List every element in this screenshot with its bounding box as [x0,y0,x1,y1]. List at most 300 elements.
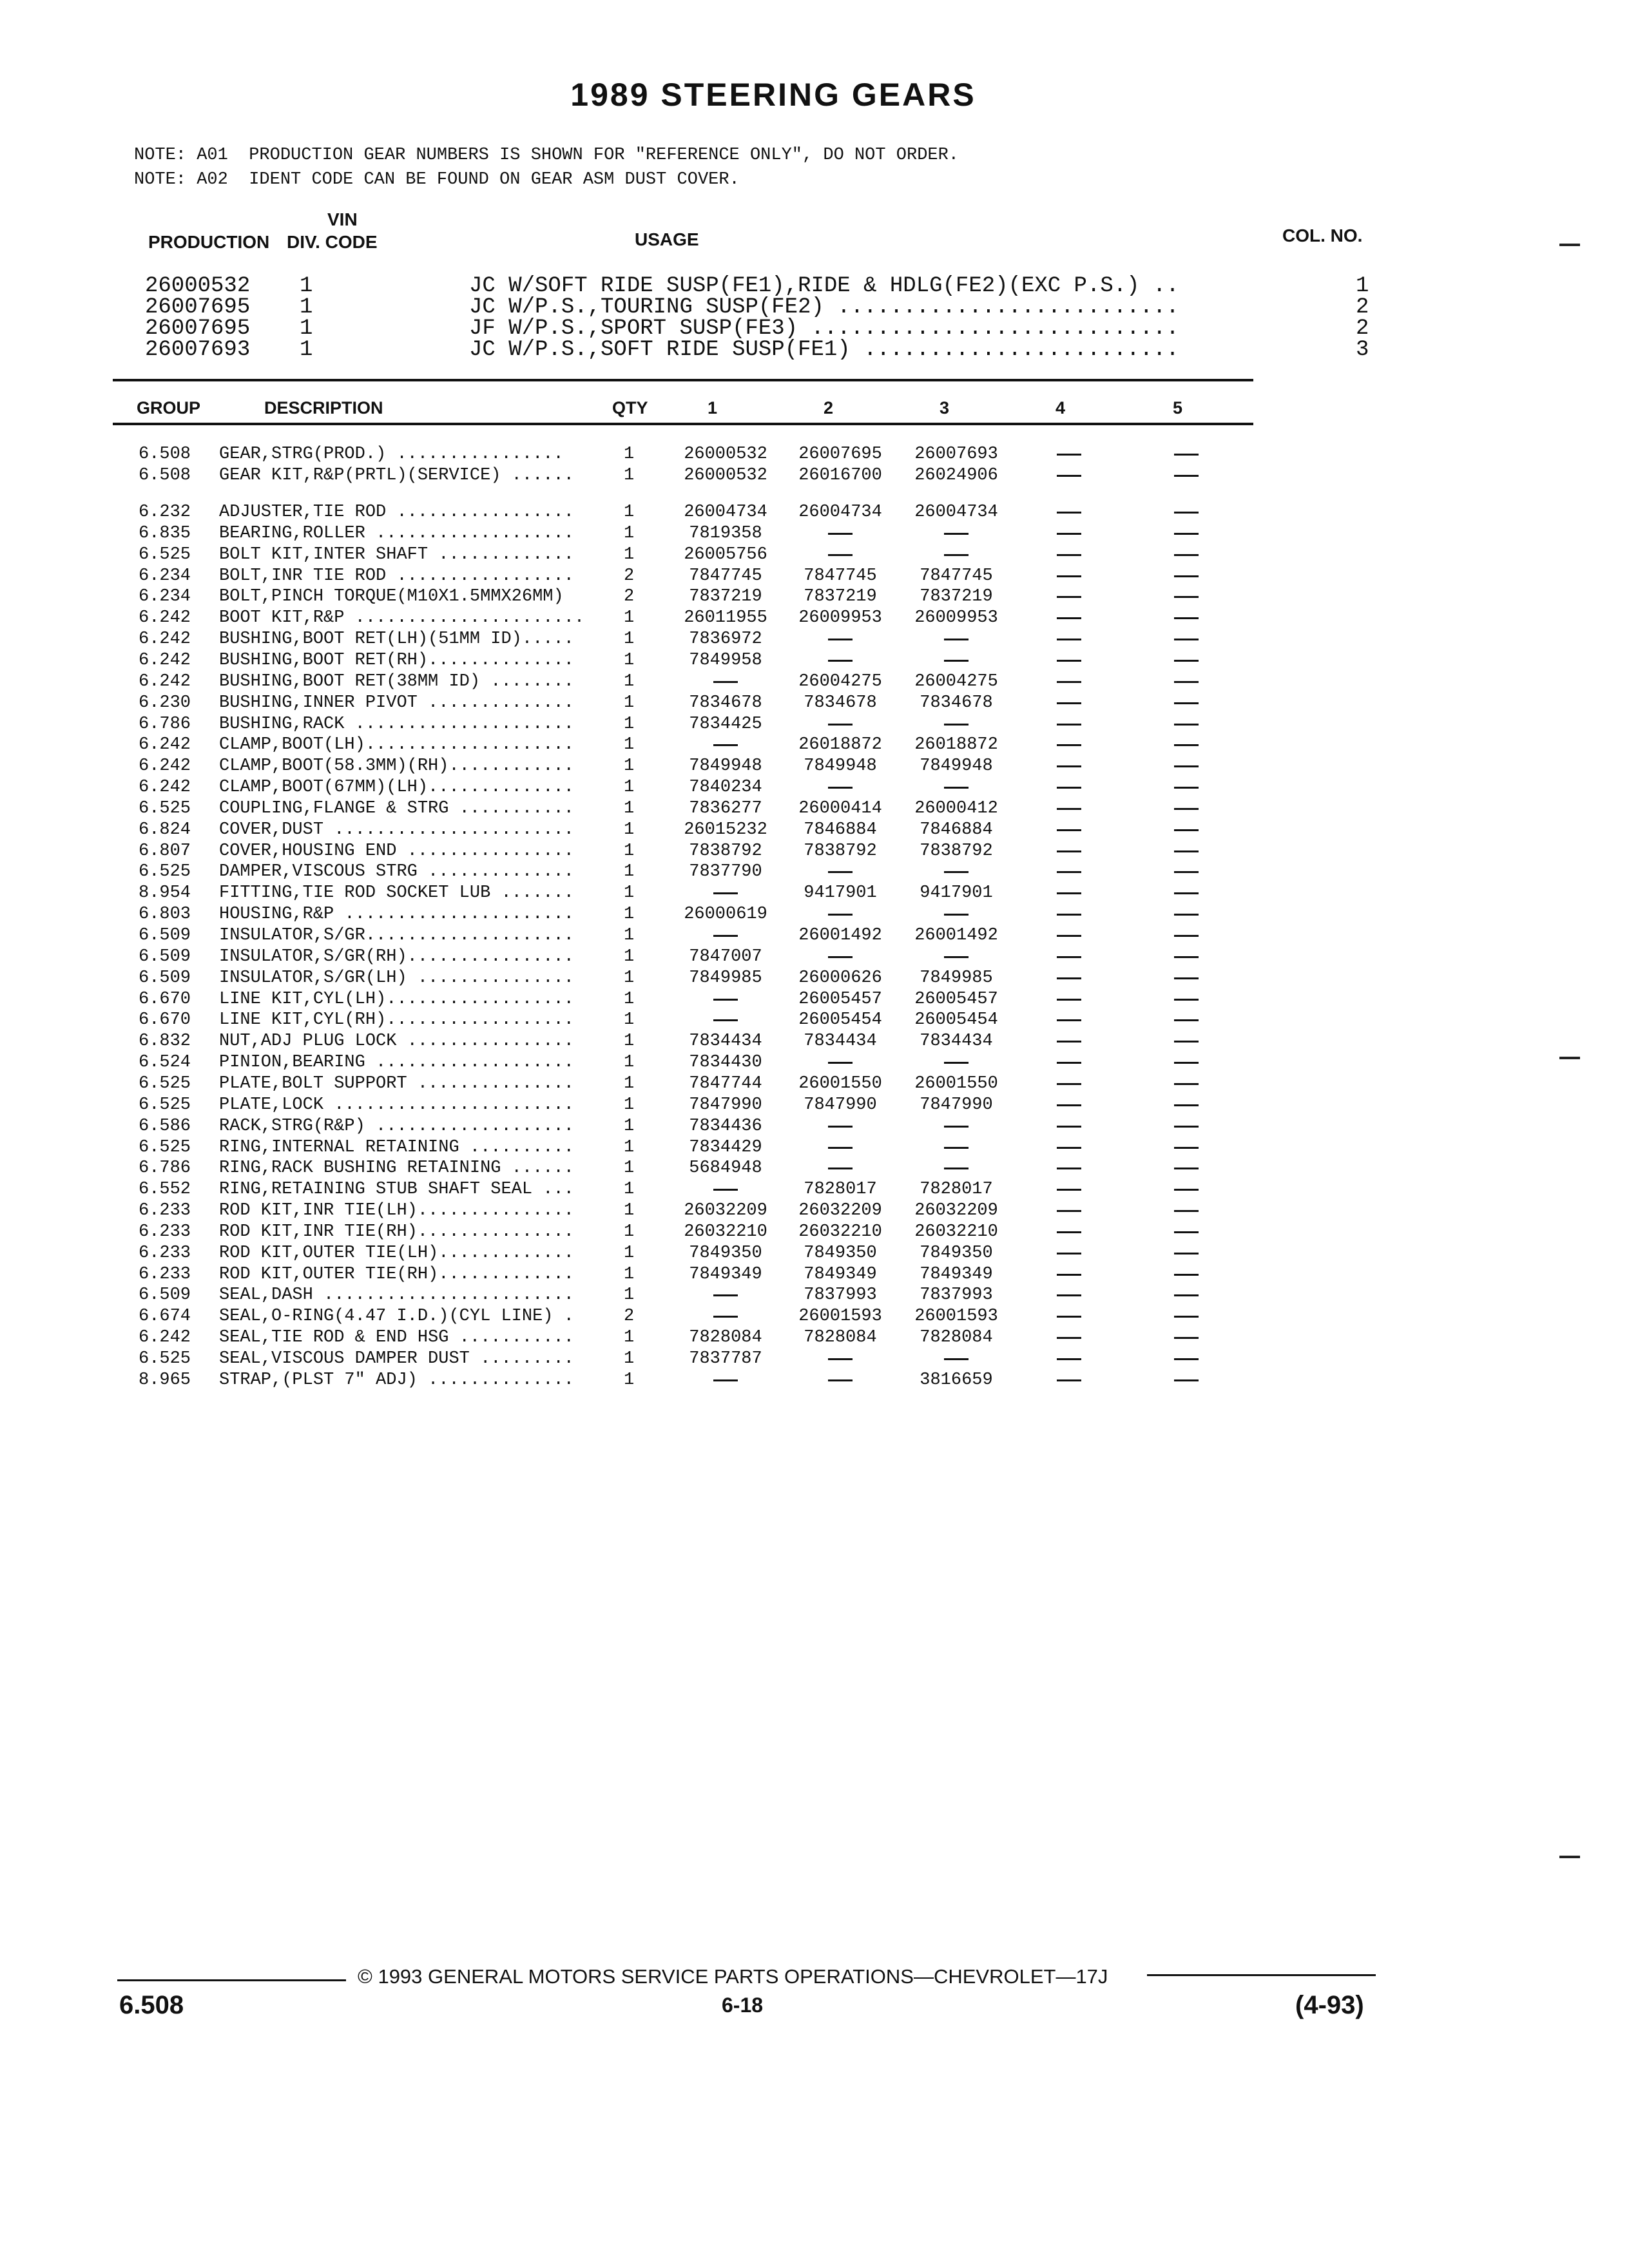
dash-mark [1057,850,1081,852]
table-header-rule [113,423,1253,425]
part-col-1: 7849349 [689,1264,762,1284]
parts-row [0,445,1289,466]
part-col-1 [670,926,781,937]
part-col-3 [901,1053,1012,1064]
part-group: 6.242 [139,756,191,776]
part-col-3: 26007693 [914,445,998,464]
part-col-1: 7828084 [689,1328,762,1348]
part-group: 6.832 [139,1032,191,1052]
parts-row [0,1265,1289,1286]
part-group: 6.807 [139,841,191,861]
dash-mark [713,1189,738,1191]
dash-mark [828,871,853,873]
part-col-2: 26001550 [798,1073,882,1093]
parts-row [0,587,1289,608]
part-description: NUT,ADJ PLUG LOCK ................ [219,1032,574,1052]
parts-row [0,862,1289,883]
part-col-2: 26005457 [798,989,882,1009]
dash-mark [828,1147,853,1149]
part-col-1: 7837790 [689,862,762,882]
dash-mark [828,554,853,556]
part-qty: 1 [624,629,635,649]
part-col-5 [1174,466,1201,477]
part-group: 6.230 [139,693,191,713]
part-col-3: 7849985 [920,968,993,988]
part-col-4 [1057,1180,1084,1191]
dash-mark [1057,1210,1081,1212]
dash-mark [1174,639,1199,640]
part-group: 6.242 [139,608,191,628]
usage-vin: 1 [300,274,313,298]
part-col-3: 7837219 [920,587,993,607]
part-qty: 1 [624,947,635,966]
part-col-2: 26000626 [798,968,882,988]
part-col-3: 7849350 [920,1243,993,1263]
part-col-4 [1057,1138,1084,1149]
dash-mark [1174,808,1199,810]
usage-description: JC W/P.S.,SOFT RIDE SUSP(FE1) ........................ [469,338,1179,362]
parts-row [0,1222,1289,1244]
usage-row [0,338,1418,360]
dash-mark [944,1062,969,1064]
usage-col-no: 1 [1356,274,1369,298]
part-col-2 [785,947,896,958]
parts-row [0,820,1289,841]
part-col-3 [901,947,1012,958]
part-col-1: 7834429 [689,1137,762,1157]
dash-mark [1174,1083,1199,1085]
col-3-header: 3 [940,398,950,418]
part-description: COVER,DUST ....................... [219,820,574,840]
usage-description: JC W/P.S.,TOURING SUSP(FE2) .......................... [469,295,1179,320]
part-col-3: 3816659 [920,1370,993,1390]
part-col-3 [901,629,1012,640]
part-col-3: 26032210 [914,1222,998,1242]
part-col-5 [1174,1138,1201,1149]
part-col-1: 7849985 [689,968,762,988]
part-qty: 1 [624,1053,635,1073]
dash-mark [1174,1337,1199,1339]
parts-row [0,651,1289,672]
dash-mark [1057,1316,1081,1318]
part-col-5 [1174,1180,1201,1191]
dash-mark [1057,956,1081,958]
part-description: BUSHING,BOOT RET(RH).............. [219,650,574,670]
dash-mark [828,956,853,958]
parts-row [0,1328,1289,1349]
part-qty: 1 [624,650,635,670]
part-col-1: 26000619 [684,905,767,925]
dash-mark [1057,724,1081,726]
dash-mark [828,639,853,640]
part-col-2: 26032210 [798,1222,882,1242]
part-group: 6.803 [139,905,191,925]
usage-production: 26000532 [145,274,251,298]
part-description: LINE KIT,CYL(LH).................. [219,989,574,1009]
part-col-2: 7847745 [804,566,877,586]
part-col-2: 26001593 [798,1307,882,1327]
dash-mark [828,1062,853,1064]
part-group: 6.509 [139,1285,191,1305]
part-description: COVER,HOUSING END ................ [219,841,574,861]
dash-mark [1174,596,1199,598]
dash-mark [1174,681,1199,683]
part-col-5 [1174,778,1201,789]
part-col-3: 7837993 [920,1285,993,1305]
dash-mark [1057,1337,1081,1339]
part-description: ROD KIT,INR TIE(RH)............... [219,1222,574,1242]
part-col-2 [785,629,896,640]
part-col-1: 7837787 [689,1349,762,1369]
part-group: 8.954 [139,883,191,903]
dash-mark [1057,999,1081,1001]
part-col-5 [1174,1370,1201,1381]
dash-mark [1174,914,1199,916]
part-col-3: 26009953 [914,608,998,628]
part-group: 6.525 [139,1095,191,1115]
part-description: CLAMP,BOOT(58.3MM)(RH)............ [219,756,574,776]
parts-row [0,926,1289,947]
dash-mark [828,660,853,662]
parts-row [0,1117,1289,1138]
part-col-3 [901,1117,1012,1128]
part-description: BEARING,ROLLER ................... [219,523,574,543]
usage-production: 26007695 [145,316,251,341]
part-group: 6.525 [139,544,191,564]
part-group: 6.233 [139,1201,191,1221]
part-group: 6.670 [139,989,191,1009]
dash-mark [1174,1104,1199,1106]
part-qty: 1 [624,544,635,564]
dash-mark [828,1168,853,1169]
usage-col-no: 2 [1356,316,1369,341]
part-col-3 [901,1158,1012,1169]
part-col-4 [1057,1285,1084,1296]
dash-mark [1057,935,1081,937]
parts-row [0,1307,1289,1328]
part-description: GEAR,STRG(PROD.) ................ [219,445,564,464]
usage-col-no: 3 [1356,338,1369,362]
dash-mark [944,724,969,726]
part-col-5 [1174,968,1201,979]
part-col-2: 7849349 [804,1264,877,1284]
part-description: BUSHING,BOOT RET(LH)(51MM ID)..... [219,629,574,649]
part-description: BUSHING,INNER PIVOT .............. [219,693,574,713]
dash-mark [1174,829,1199,831]
dash-mark [1057,1358,1081,1360]
parts-row [0,1349,1289,1370]
parts-row [0,1010,1289,1032]
parts-row [0,629,1289,651]
part-qty: 1 [624,445,635,464]
part-description: ADJUSTER,TIE ROD ................. [219,503,574,522]
parts-row [0,1032,1289,1053]
dash-mark [828,533,853,535]
parts-row [0,841,1289,863]
part-col-1 [670,1285,781,1296]
part-col-4 [1057,799,1084,810]
part-col-1 [670,672,781,683]
dash-mark [1057,1253,1081,1254]
parts-row [0,545,1289,566]
part-col-1: 26005756 [684,544,767,564]
dash-mark [1174,1379,1199,1381]
part-col-1: 26000532 [684,465,767,485]
table-top-rule [113,379,1253,381]
parts-row [0,503,1289,524]
part-group: 6.232 [139,503,191,522]
usage-production: 26007693 [145,338,251,362]
dash-mark [1057,1379,1081,1381]
part-description: BUSHING,BOOT RET(38MM ID) ........ [219,671,574,691]
parts-row [0,1053,1289,1074]
part-col-5 [1174,1053,1201,1064]
dash-mark [1174,1358,1199,1360]
dash-mark [944,1168,969,1169]
parts-row [0,466,1289,487]
part-qty: 2 [624,566,635,586]
dash-mark [1174,1253,1199,1254]
dash-mark [1057,617,1081,619]
part-description: RING,RACK BUSHING RETAINING ...... [219,1158,574,1178]
dash-mark [1057,639,1081,640]
part-col-5 [1174,715,1201,726]
part-col-1: 7849350 [689,1243,762,1263]
part-col-4 [1057,566,1084,577]
part-col-2: 7834678 [804,693,877,713]
part-qty: 1 [624,905,635,925]
part-col-4 [1057,947,1084,958]
part-qty: 2 [624,1307,635,1327]
part-col-5 [1174,862,1201,873]
part-col-5 [1174,1158,1201,1169]
part-col-4 [1057,1265,1084,1276]
dash-mark [713,935,738,937]
usage-production: 26007695 [145,295,251,320]
part-col-5 [1174,1307,1201,1318]
part-col-1: 7840234 [689,778,762,798]
part-qty: 1 [624,714,635,734]
dash-mark [1174,702,1199,704]
part-col-4 [1057,926,1084,937]
part-col-3 [901,715,1012,726]
dash-mark [1174,871,1199,873]
part-description: BUSHING,RACK ..................... [219,714,574,734]
part-description: SEAL,DASH ........................ [219,1285,574,1305]
part-col-3: 26004275 [914,671,998,691]
dash-mark [944,1126,969,1128]
part-col-2 [785,545,896,556]
part-group: 8.965 [139,1370,191,1390]
part-col-5 [1174,1074,1201,1085]
part-description: PLATE,BOLT SUPPORT ............... [219,1073,574,1093]
part-col-3: 7828084 [920,1328,993,1348]
part-col-4 [1057,587,1084,598]
part-col-4 [1057,715,1084,726]
usage-header: USAGE [635,229,699,249]
part-group: 6.242 [139,671,191,691]
part-qty: 1 [624,693,635,713]
part-qty: 1 [624,523,635,543]
part-description: ROD KIT,OUTER TIE(LH)............. [219,1243,574,1263]
parts-row [0,1244,1289,1265]
col-5-header: 5 [1173,398,1183,418]
part-col-5 [1174,1328,1201,1339]
part-group: 6.786 [139,714,191,734]
dash-mark [828,1358,853,1360]
dash-mark [1174,999,1199,1001]
col-1-header: 1 [708,398,718,418]
part-col-3: 26001492 [914,926,998,945]
part-qty: 1 [624,1349,635,1369]
part-col-4 [1057,608,1084,619]
part-col-5 [1174,926,1201,937]
part-col-2 [785,1370,896,1381]
part-col-1: 7847745 [689,566,762,586]
dash-mark [1057,1126,1081,1128]
part-col-4 [1057,968,1084,979]
usage-row [0,274,1418,296]
part-col-4 [1057,883,1084,894]
usage-col-no: 2 [1356,295,1369,320]
part-col-3 [901,778,1012,789]
dash-mark [1174,660,1199,662]
part-col-3 [901,524,1012,535]
usage-vin: 1 [300,338,313,362]
dash-mark [713,1379,738,1381]
part-group: 6.674 [139,1307,191,1327]
part-col-1: 7849948 [689,756,762,776]
part-description: FITTING,TIE ROD SOCKET LUB ....... [219,883,574,903]
part-group: 6.586 [139,1116,191,1136]
part-group: 6.242 [139,1328,191,1348]
part-col-5 [1174,503,1201,514]
dash-mark [713,999,738,1001]
part-col-4 [1057,990,1084,1001]
part-col-3: 7849948 [920,756,993,776]
part-group: 6.525 [139,798,191,818]
part-col-5 [1174,1201,1201,1212]
part-col-3 [901,651,1012,662]
part-col-2 [785,1349,896,1360]
part-col-5 [1174,629,1201,640]
dash-mark [1057,1019,1081,1021]
part-col-1: 7849958 [689,650,762,670]
dash-mark [828,914,853,916]
dash-mark [828,724,853,726]
part-col-2 [785,862,896,873]
dash-mark [1057,829,1081,831]
part-col-5 [1174,1032,1201,1043]
part-col-1: 7838792 [689,841,762,861]
part-col-2: 26018872 [798,735,882,755]
part-description: RING,RETAINING STUB SHAFT SEAL ... [219,1180,574,1200]
part-col-3: 26001593 [914,1307,998,1327]
part-qty: 1 [624,1095,635,1115]
footer-rule-left [117,1979,346,1981]
part-col-5 [1174,587,1201,598]
part-col-2: 7847990 [804,1095,877,1115]
parts-row [0,947,1289,968]
part-col-5 [1174,883,1201,894]
parts-row [0,968,1289,990]
part-col-2: 7828084 [804,1328,877,1348]
part-description: DAMPER,VISCOUS STRG .............. [219,862,574,882]
part-col-5 [1174,566,1201,577]
part-col-4 [1057,1095,1084,1106]
dash-mark [944,914,969,916]
dash-mark [1057,871,1081,873]
dash-mark [944,533,969,535]
part-col-4 [1057,524,1084,535]
dash-mark [1057,914,1081,916]
dash-mark [713,1019,738,1021]
part-col-3: 26000412 [914,798,998,818]
part-col-4 [1057,820,1084,831]
part-col-4 [1057,1117,1084,1128]
part-col-3: 7849349 [920,1264,993,1284]
description-header: DESCRIPTION [264,398,383,418]
dash-mark [1057,681,1081,683]
dash-mark [1174,724,1199,726]
notes [134,143,959,192]
dash-mark [713,892,738,894]
usage-row [0,295,1418,320]
dash-mark [1174,1189,1199,1191]
part-col-4 [1057,841,1084,852]
part-col-5 [1174,693,1201,704]
part-qty: 1 [624,756,635,776]
part-group: 6.524 [139,1053,191,1073]
dash-mark [1057,475,1081,477]
part-qty: 1 [624,841,635,861]
part-group: 6.670 [139,1010,191,1030]
part-description: INSULATOR,S/GR(RH)................ [219,947,574,966]
part-description: LINE KIT,CYL(RH).................. [219,1010,574,1030]
part-col-4 [1057,445,1084,456]
dash-mark [1057,454,1081,456]
dash-mark [1174,787,1199,789]
qty-header: QTY [612,398,648,418]
part-description: CLAMP,BOOT(LH).................... [219,735,574,755]
parts-row [0,1138,1289,1159]
part-group: 6.242 [139,650,191,670]
part-group: 6.509 [139,968,191,988]
part-col-4 [1057,905,1084,916]
part-description: BOLT KIT,INTER SHAFT ............. [219,544,574,564]
part-col-5 [1174,1010,1201,1021]
part-col-4 [1057,1032,1084,1043]
part-col-4 [1057,1053,1084,1064]
part-col-2 [785,1053,896,1064]
part-col-3: 26032209 [914,1201,998,1221]
part-col-1 [670,1180,781,1191]
parts-row [0,524,1289,545]
group-header: GROUP [137,398,201,418]
dash-mark [1057,533,1081,535]
part-qty: 1 [624,1328,635,1348]
part-col-3: 7834678 [920,693,993,713]
part-description: GEAR KIT,R&P(PRTL)(SERVICE) ...... [219,465,574,485]
dash-mark [944,660,969,662]
dash-mark [1174,1019,1199,1021]
parts-row [0,883,1289,905]
part-group: 6.233 [139,1264,191,1284]
part-col-4 [1057,466,1084,477]
page-title: 1989 STEERING GEARS [570,77,976,113]
dash-mark [1057,977,1081,979]
part-group: 6.525 [139,1137,191,1157]
